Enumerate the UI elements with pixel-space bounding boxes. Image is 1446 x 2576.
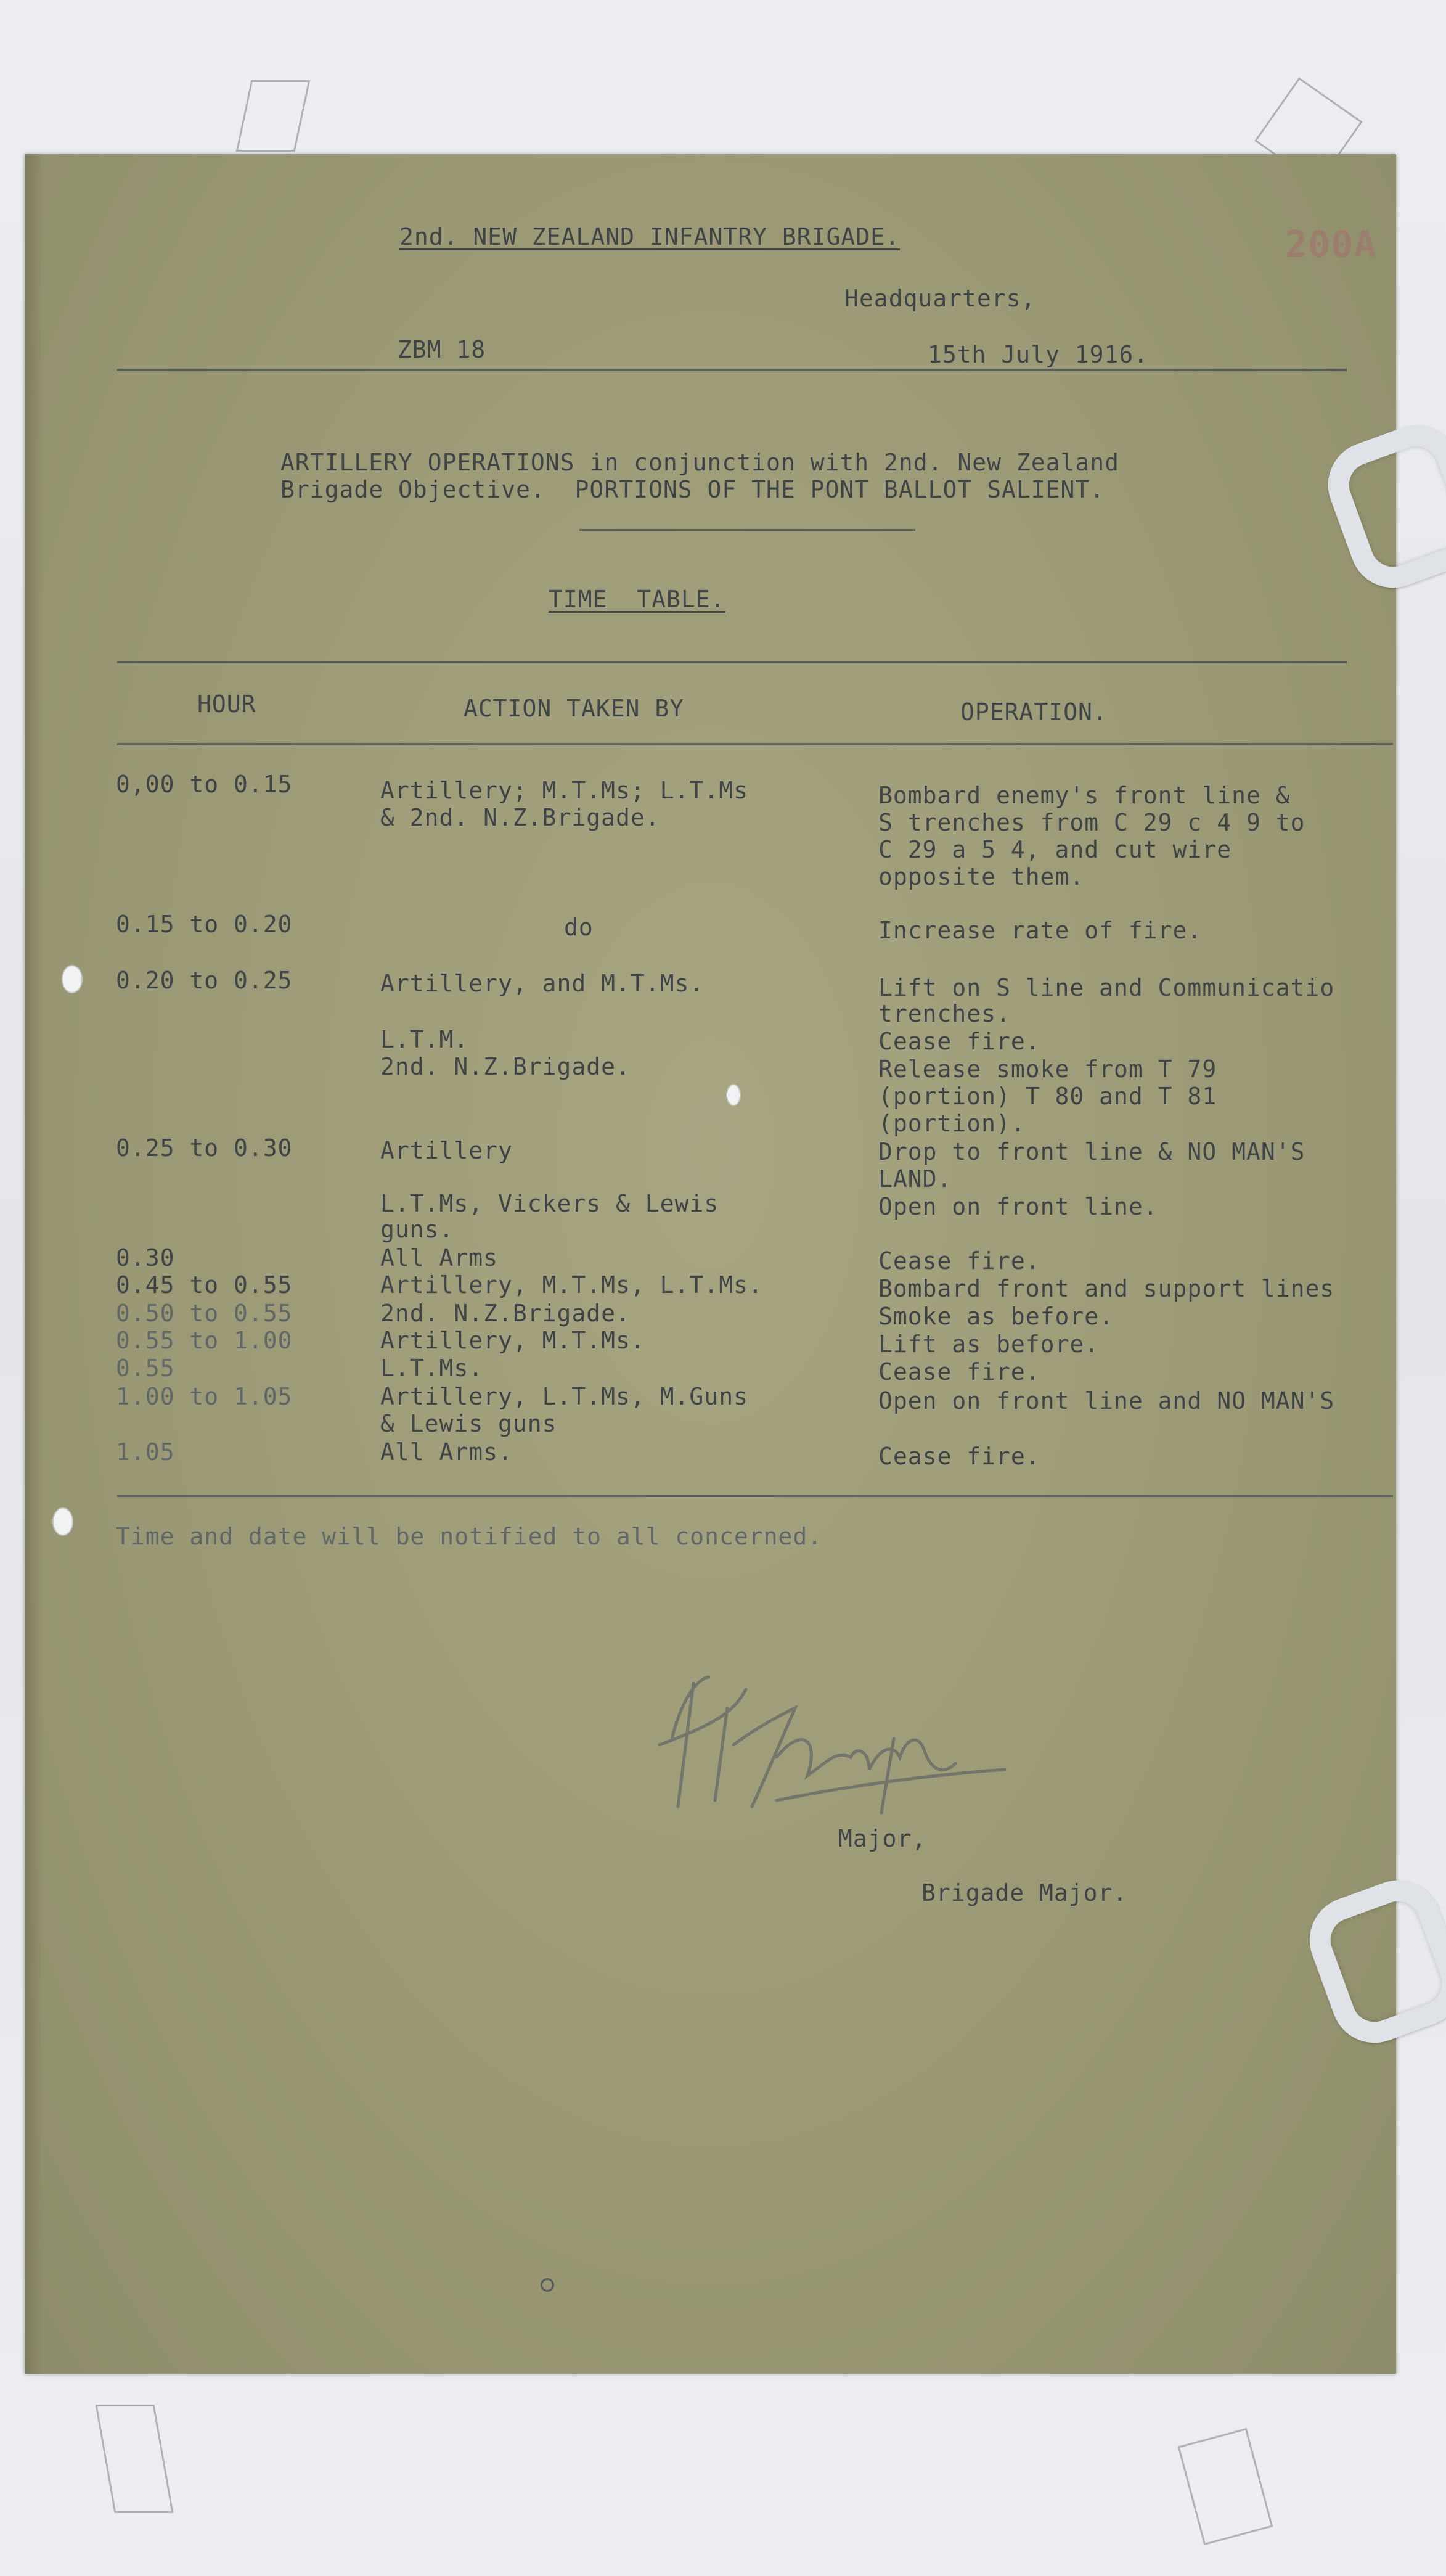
row-operation: opposite them. — [878, 863, 1085, 890]
headquarters-label: Headquarters, — [844, 285, 1036, 312]
handwritten-signature — [635, 1652, 1017, 1825]
notification-note: Time and date will be notified to all concerned. — [116, 1523, 823, 1550]
row-operation: Cease fire. — [878, 1443, 1040, 1470]
table-header-rule — [117, 743, 1393, 745]
row-operation: Open on front line and NO MAN'S — [878, 1387, 1335, 1414]
row-operation: S trenches from C 29 c 4 9 to — [878, 809, 1305, 836]
row-action: Artillery, L.T.Ms, M.Guns — [380, 1383, 748, 1410]
row-action: L.T.M. — [380, 1026, 469, 1053]
row-hour: 0.55 — [116, 1355, 175, 1382]
row-operation: Cease fire. — [878, 1358, 1040, 1385]
row-hour: 0.30 — [116, 1244, 175, 1271]
row-hour: 0.55 to 1.00 — [116, 1327, 293, 1354]
document-sheet-edge — [25, 154, 43, 2374]
row-operation: Open on front line. — [878, 1193, 1158, 1220]
row-operation: trenches. — [878, 1000, 1011, 1027]
row-operation: Lift as before. — [878, 1331, 1100, 1358]
subject-line-1: ARTILLERY OPERATIONS in conjunction with 2nd. New Zealand — [280, 449, 1120, 476]
row-hour: 0,00 to 0.15 — [116, 771, 293, 798]
column-header-action: ACTION TAKEN BY — [464, 695, 685, 722]
row-hour: 0.25 to 0.30 — [116, 1134, 293, 1162]
row-hour: 1.05 — [116, 1438, 175, 1466]
row-action: Artillery, and M.T.Ms. — [380, 970, 705, 997]
row-operation: C 29 a 5 4, and cut wire — [878, 836, 1232, 863]
reference-number: ZBM 18 — [398, 336, 486, 363]
row-operation: Cease fire. — [878, 1028, 1040, 1055]
brigade-heading: 2nd. NEW ZEALAND INFANTRY BRIGADE. — [399, 223, 900, 250]
row-operation: Smoke as before. — [878, 1303, 1114, 1330]
signoff-rank: Major, — [838, 1825, 927, 1852]
row-hour: 0.50 to 0.55 — [116, 1300, 293, 1327]
row-operation: Bombard enemy's front line & — [878, 782, 1291, 809]
punch-hole-lower — [52, 1507, 73, 1536]
row-action: Artillery; M.T.Ms; L.T.Ms — [380, 777, 748, 804]
punch-hole-upper — [62, 965, 83, 993]
table-top-rule — [117, 661, 1347, 663]
row-action: guns. — [380, 1216, 454, 1243]
header-rule — [117, 369, 1347, 371]
row-action: L.T.Ms, Vickers & Lewis — [380, 1190, 719, 1217]
row-action: Artillery — [380, 1137, 513, 1164]
row-operation: (portion) T 80 and T 81 — [878, 1083, 1217, 1110]
row-hour: 1.00 to 1.05 — [116, 1383, 293, 1410]
document-date: 15th July 1916. — [928, 341, 1149, 368]
archive-stamp-number: 200A — [1285, 223, 1377, 266]
row-hour: 0.45 to 0.55 — [116, 1271, 293, 1298]
signoff-title: Brigade Major. — [921, 1879, 1128, 1906]
row-operation: LAND. — [878, 1165, 952, 1192]
row-operation: Increase rate of fire. — [878, 917, 1203, 944]
row-operation: Cease fire. — [878, 1247, 1040, 1274]
row-action: 2nd. N.Z.Brigade. — [380, 1300, 631, 1327]
punch-hole-center — [726, 1084, 741, 1106]
time-table-title: TIME TABLE. — [549, 586, 725, 613]
row-operation: Release smoke from T 79 — [878, 1056, 1217, 1083]
row-operation: Drop to front line & NO MAN'S — [878, 1138, 1305, 1165]
row-action: 2nd. N.Z.Brigade. — [380, 1053, 631, 1080]
column-header-operation: OPERATION. — [960, 699, 1108, 726]
subject-line-2: Brigade Objective. PORTIONS OF THE PONT BALLOT SALIENT. — [280, 476, 1105, 503]
row-hour: 0.20 to 0.25 — [116, 967, 293, 994]
row-operation: Lift on S line and Communicatio — [878, 974, 1335, 1001]
row-operation: Bombard front and support lines — [878, 1275, 1335, 1302]
row-operation: (portion). — [878, 1110, 1026, 1137]
row-hour: 0.15 to 0.20 — [116, 911, 293, 938]
row-action: All Arms. — [380, 1438, 513, 1466]
row-action: do — [564, 914, 594, 941]
row-action: & Lewis guns — [380, 1410, 557, 1437]
subject-underline — [579, 529, 915, 531]
row-action: Artillery, M.T.Ms, L.T.Ms. — [380, 1271, 763, 1298]
row-action: Artillery, M.T.Ms. — [380, 1327, 645, 1354]
column-header-hour: HOUR — [197, 691, 256, 718]
table-bottom-rule — [117, 1495, 1393, 1497]
paper-mark — [541, 2278, 554, 2292]
row-action: All Arms — [380, 1244, 499, 1271]
row-action: & 2nd. N.Z.Brigade. — [380, 804, 660, 831]
row-action: L.T.Ms. — [380, 1355, 484, 1382]
